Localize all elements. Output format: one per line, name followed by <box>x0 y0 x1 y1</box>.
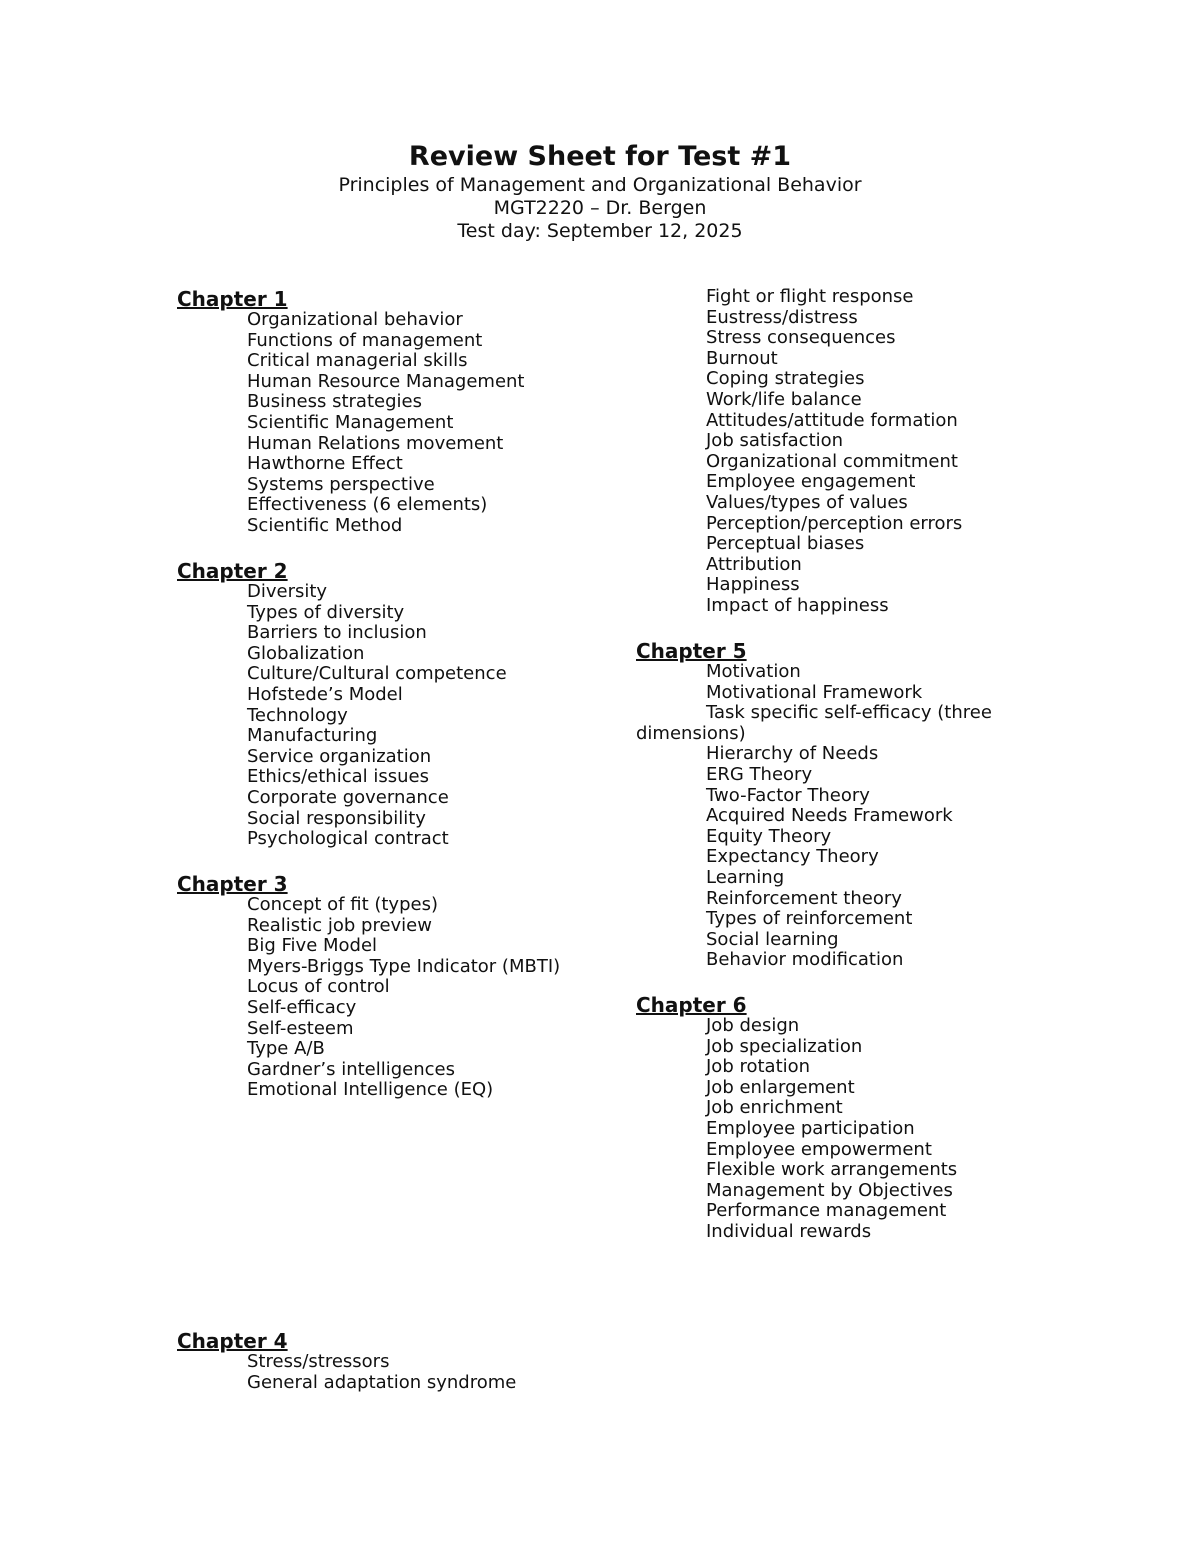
list-item: Motivational Framework <box>706 681 923 703</box>
chapter-5-list <box>636 662 1006 971</box>
chapter-3-list <box>177 895 560 1101</box>
chapter-4-continued-list <box>636 287 962 617</box>
list-item: Scientific Management <box>247 411 454 433</box>
list-item: Job specialization <box>706 1035 863 1057</box>
list-item: Human Relations movement <box>247 432 504 454</box>
list-item: Corporate governance <box>247 786 449 808</box>
list-item: Organizational commitment <box>706 450 958 472</box>
list-item: Effectiveness (6 elements) <box>247 494 488 516</box>
list-item: Happiness <box>706 574 800 596</box>
list-item: Impact of happiness <box>706 594 889 616</box>
list-item: Emotional Intelligence (EQ) <box>247 1079 494 1101</box>
chapter-5-section <box>636 640 1006 971</box>
list-item: Critical managerial skills <box>247 350 468 372</box>
list-item: Diversity <box>247 581 328 602</box>
list-item: Employee participation <box>706 1117 915 1139</box>
list-item: Business strategies <box>247 391 422 413</box>
list-item: Big Five Model <box>247 935 378 957</box>
chapter-5-heading: Chapter 5 <box>636 639 747 663</box>
list-item: ERG Theory <box>706 763 813 785</box>
chapter-6-list <box>636 1016 957 1243</box>
list-item: Hawthorne Effect <box>247 453 403 475</box>
list-item: Scientific Method <box>247 514 403 536</box>
list-item: Attribution <box>706 553 802 575</box>
list-item: Two-Factor Theory <box>706 784 870 806</box>
list-item: Acquired Needs Framework <box>706 805 953 827</box>
list-item: Job design <box>706 1015 800 1036</box>
list-item: Hofstede’s Model <box>247 683 403 705</box>
list-item: General adaptation syndrome <box>247 1371 517 1393</box>
chapter-4-list <box>177 1352 516 1393</box>
list-item: Job satisfaction <box>706 430 844 452</box>
list-item: Technology <box>247 704 348 726</box>
chapter-4-heading: Chapter 4 <box>177 1329 288 1353</box>
list-item: Work/life balance <box>706 388 862 410</box>
page-title: Review Sheet for Test #1 <box>408 141 792 172</box>
course-name: Principles of Management and Organizational Behavior <box>338 174 862 196</box>
list-item: Performance management <box>706 1200 947 1222</box>
chapter-1-list <box>177 310 524 537</box>
list-item: Equity Theory <box>706 825 832 847</box>
chapter-4-section <box>177 1330 516 1393</box>
list-item: Hierarchy of Needs <box>706 743 879 765</box>
list-item: Eustress/distress <box>706 306 858 328</box>
list-item: Manufacturing <box>247 725 378 747</box>
list-item: Coping strategies <box>706 368 865 390</box>
list-item: Perceptual biases <box>706 533 865 555</box>
list-item: Gardner’s intelligences <box>247 1058 455 1080</box>
list-item: Human Resource Management <box>247 370 525 392</box>
list-item: Job enlargement <box>706 1076 855 1098</box>
chapter-1-section <box>177 288 524 537</box>
list-item: Service organization <box>247 745 432 767</box>
list-item: Organizational behavior <box>247 309 463 330</box>
list-item: Ethics/ethical issues <box>247 766 429 788</box>
chapter-1-heading: Chapter 1 <box>177 287 288 311</box>
list-item: Reinforcement theory <box>706 887 902 909</box>
chapter-2-heading: Chapter 2 <box>177 559 288 583</box>
list-item: Functions of management <box>247 329 483 351</box>
list-item: Behavior modification <box>706 949 904 971</box>
list-item: Realistic job preview <box>247 914 432 936</box>
list-item: Globalization <box>247 642 365 664</box>
list-item: Attitudes/attitude formation <box>706 409 958 431</box>
list-item: Types of reinforcement <box>706 908 913 930</box>
list-item: Self-efficacy <box>247 996 357 1018</box>
list-item: Social responsibility <box>247 807 426 829</box>
list-item: Learning <box>706 866 785 888</box>
list-item: Task specific self-efficacy (three dimensions) <box>636 702 992 744</box>
list-item: Flexible work arrangements <box>706 1159 958 1181</box>
list-item: Myers-Briggs Type Indicator (MBTI) <box>247 955 561 977</box>
list-item: Fight or flight response <box>706 286 914 307</box>
list-item: Stress/stressors <box>247 1351 390 1372</box>
chapter-3-section <box>177 873 560 1101</box>
list-item: Barriers to inclusion <box>247 622 427 644</box>
list-item: Values/types of values <box>706 491 908 513</box>
chapter-6-heading: Chapter 6 <box>636 993 747 1017</box>
list-item: Management by Objectives <box>706 1179 953 1201</box>
list-item: Self-esteem <box>247 1017 354 1039</box>
list-item: Culture/Cultural competence <box>247 663 507 685</box>
list-item: Stress consequences <box>706 327 896 349</box>
test-day: Test day: September 12, 2025 <box>457 220 743 242</box>
list-item: Motivation <box>706 661 801 682</box>
list-item: Expectancy Theory <box>706 846 879 868</box>
chapter-2-section <box>177 560 507 850</box>
list-item: Employee empowerment <box>706 1138 932 1160</box>
list-item: Locus of control <box>247 976 390 998</box>
course-code: MGT2220 – Dr. Bergen <box>493 197 707 219</box>
list-item: Systems perspective <box>247 473 435 495</box>
list-item: Job enrichment <box>706 1097 843 1119</box>
list-item: Psychological contract <box>247 828 449 850</box>
list-item: Individual rewards <box>706 1220 872 1242</box>
chapter-6-section <box>636 994 957 1243</box>
list-item: Social learning <box>706 928 839 950</box>
document-header <box>0 140 1200 243</box>
list-item: Employee engagement <box>706 471 916 493</box>
list-item: Type A/B <box>247 1038 325 1060</box>
list-item: Concept of fit (types) <box>247 894 438 915</box>
chapter-2-list <box>177 582 507 850</box>
list-item: Types of diversity <box>247 601 405 623</box>
chapter-3-heading: Chapter 3 <box>177 872 288 896</box>
list-item: Perception/perception errors <box>706 512 963 534</box>
list-item: Burnout <box>706 347 778 369</box>
list-item: Job rotation <box>706 1056 811 1078</box>
chapter-4-continued <box>636 287 962 617</box>
